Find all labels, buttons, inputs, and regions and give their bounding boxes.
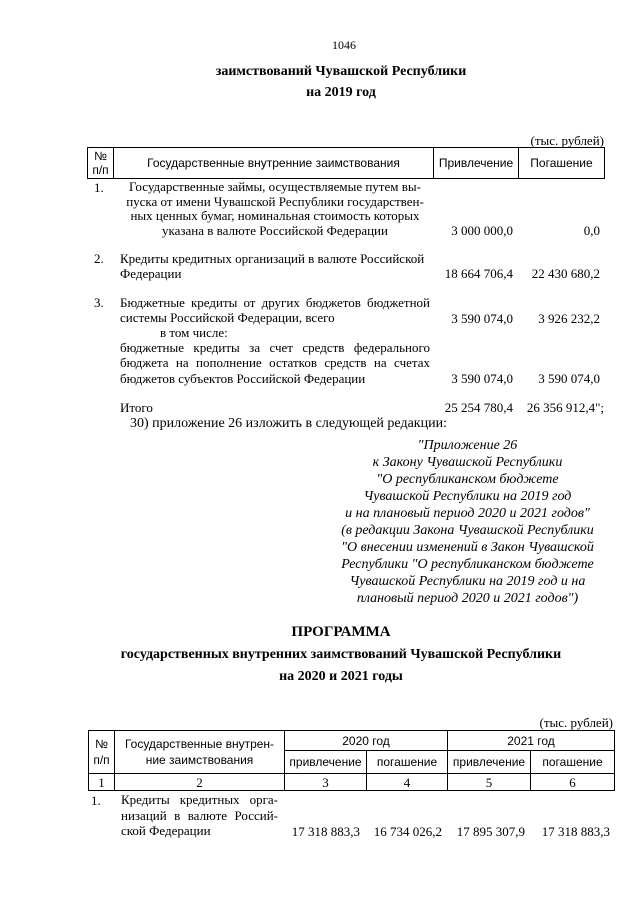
header-number-cell xyxy=(88,148,114,179)
program-subtitle-line-1: государственных внутренних заимствований Чувашской Республики xyxy=(120,647,562,662)
row-description-line: Кредиты кредитных орга- xyxy=(121,792,278,808)
page-number: 1046 xyxy=(332,38,356,52)
appendix-caption-line: "О внесении изменений в Закон Чувашской xyxy=(341,539,594,555)
row-description-line: ской Федерации xyxy=(121,823,211,839)
column-number: 2 xyxy=(115,774,285,791)
total-label: Итого xyxy=(120,399,153,415)
row-number: 1. xyxy=(94,180,104,195)
row-borrowing-value: 3 000 000,0 xyxy=(451,222,513,238)
header-name-line: Государственные внутрен- xyxy=(124,737,275,751)
appendix-caption-line: (в редакции Закона Чувашской Республики xyxy=(341,522,594,538)
header-borrowing-cell: Привлечение xyxy=(434,148,519,179)
row-description-line: ных ценных бумаг, номинальная стоимость которых xyxy=(130,208,420,223)
column-number: 4 xyxy=(367,774,448,791)
row-borrowing-value: 18 664 706,4 xyxy=(444,266,513,281)
subitem-repayment-value: 3 590 074,0 xyxy=(538,370,600,386)
value-2020-repayment: 16 734 026,2 xyxy=(373,823,442,839)
header-year-2020: 2020 год xyxy=(285,731,448,751)
appendix-caption xyxy=(320,437,615,607)
header-name-line: ние заимствования xyxy=(145,753,254,767)
row-description-line: Федерации xyxy=(120,266,182,281)
header-number-sign: № xyxy=(95,737,108,751)
row-description-line: указана в валюте Российской Федерации xyxy=(162,222,388,238)
appendix-caption-line: к Закону Чувашской Республики xyxy=(372,454,563,470)
header-2020-borrowing: привлечение xyxy=(285,751,367,774)
total-repayment-value: 26 356 912,4"; xyxy=(526,399,604,415)
row-repayment-value: 3 926 232,2 xyxy=(538,310,600,326)
section-title-line-1: заимствований Чувашской Республики xyxy=(215,64,467,79)
header-2021-repayment: погашение xyxy=(531,751,615,774)
appendix-caption-line: Республики "О республиканском бюджете xyxy=(341,556,594,572)
row-description-line: пуска от имени Чувашской Республики государствен- xyxy=(126,193,424,209)
column-number: 1 xyxy=(89,774,115,791)
header-name-cell: Государственные внутренние заимствования xyxy=(114,148,434,179)
appendix-caption-line: Чувашской Республики на 2019 год xyxy=(363,488,572,504)
header-2021-borrowing: привлечение xyxy=(448,751,531,774)
row-number: 3. xyxy=(94,294,104,310)
row-subitem-line: бюджетов субъектов Российской Федерации xyxy=(120,370,366,386)
total-borrowing-value: 25 254 780,4 xyxy=(444,399,513,415)
header-number-cell xyxy=(89,731,115,774)
appendix-caption-line: "Приложение 26 xyxy=(417,437,518,453)
column-number: 3 xyxy=(285,774,367,791)
header-number-sign: № xyxy=(94,149,107,163)
column-number: 5 xyxy=(448,774,531,791)
row-subitem-line: бюджета на пополнение остатков средств на счетах xyxy=(120,355,430,371)
header-name-cell xyxy=(115,731,285,774)
row-subitem-line: бюджетные кредиты за счет средств федерального xyxy=(120,340,430,356)
row-description-line: низаций в валюте Россий- xyxy=(121,807,278,823)
row-number: 1. xyxy=(91,792,101,808)
program-subtitle-line-2: на 2020 и 2021 годы xyxy=(279,669,403,684)
appendix-caption-line: Чувашской Республики на 2019 год и на xyxy=(349,573,586,589)
amendment-paragraph: 30) приложение 26 изложить в следующей редакции: xyxy=(130,415,447,431)
row-description xyxy=(120,251,430,281)
header-repayment-cell: Погашение xyxy=(519,148,605,179)
column-number: 6 xyxy=(531,774,615,791)
units-label: (тыс. рублей) xyxy=(530,132,604,148)
row-number: 2. xyxy=(94,251,104,266)
row-subitem-label: в том числе: xyxy=(160,324,228,340)
value-2021-borrowing: 17 895 307,9 xyxy=(456,823,525,839)
appendix-caption-line: "О республиканском бюджете xyxy=(376,471,559,487)
program-table-header xyxy=(88,730,615,791)
row-repayment-value: 0,0 xyxy=(583,222,600,238)
program-units-label: (тыс. рублей) xyxy=(539,714,613,730)
row-description-line: Государственные займы, осуществляемые путем вы- xyxy=(129,179,421,194)
value-2021-repayment: 17 318 883,3 xyxy=(541,823,610,839)
program-title: ПРОГРАММА xyxy=(291,624,391,640)
appendix-caption-line: и на плановый период 2020 и 2021 годов" xyxy=(345,505,590,521)
value-2020-borrowing: 17 318 883,3 xyxy=(291,823,360,839)
row-description xyxy=(120,295,430,386)
appendix-caption-line: плановый период 2020 и 2021 годов") xyxy=(356,590,579,606)
header-2020-repayment: погашение xyxy=(367,751,448,774)
row-description-line: Кредиты кредитных организаций в валюте Российской xyxy=(120,251,425,266)
header-year-2021: 2021 год xyxy=(448,731,615,751)
header-item-abbrev: п/п xyxy=(92,163,109,177)
section-title-line-2: на 2019 год xyxy=(306,85,376,100)
row-description xyxy=(121,792,278,839)
row-borrowing-value: 3 590 074,0 xyxy=(451,310,513,326)
header-item-abbrev: п/п xyxy=(93,753,110,767)
row-description-line: Бюджетные кредиты от других бюджетов бюджетной xyxy=(120,294,430,310)
row-repayment-value: 22 430 680,2 xyxy=(531,266,600,281)
row-description-line: системы Российской Федерации, всего xyxy=(120,309,335,325)
subitem-borrowing-value: 3 590 074,0 xyxy=(451,370,513,386)
row-description xyxy=(118,180,432,238)
borrowing-table-header xyxy=(87,147,605,179)
